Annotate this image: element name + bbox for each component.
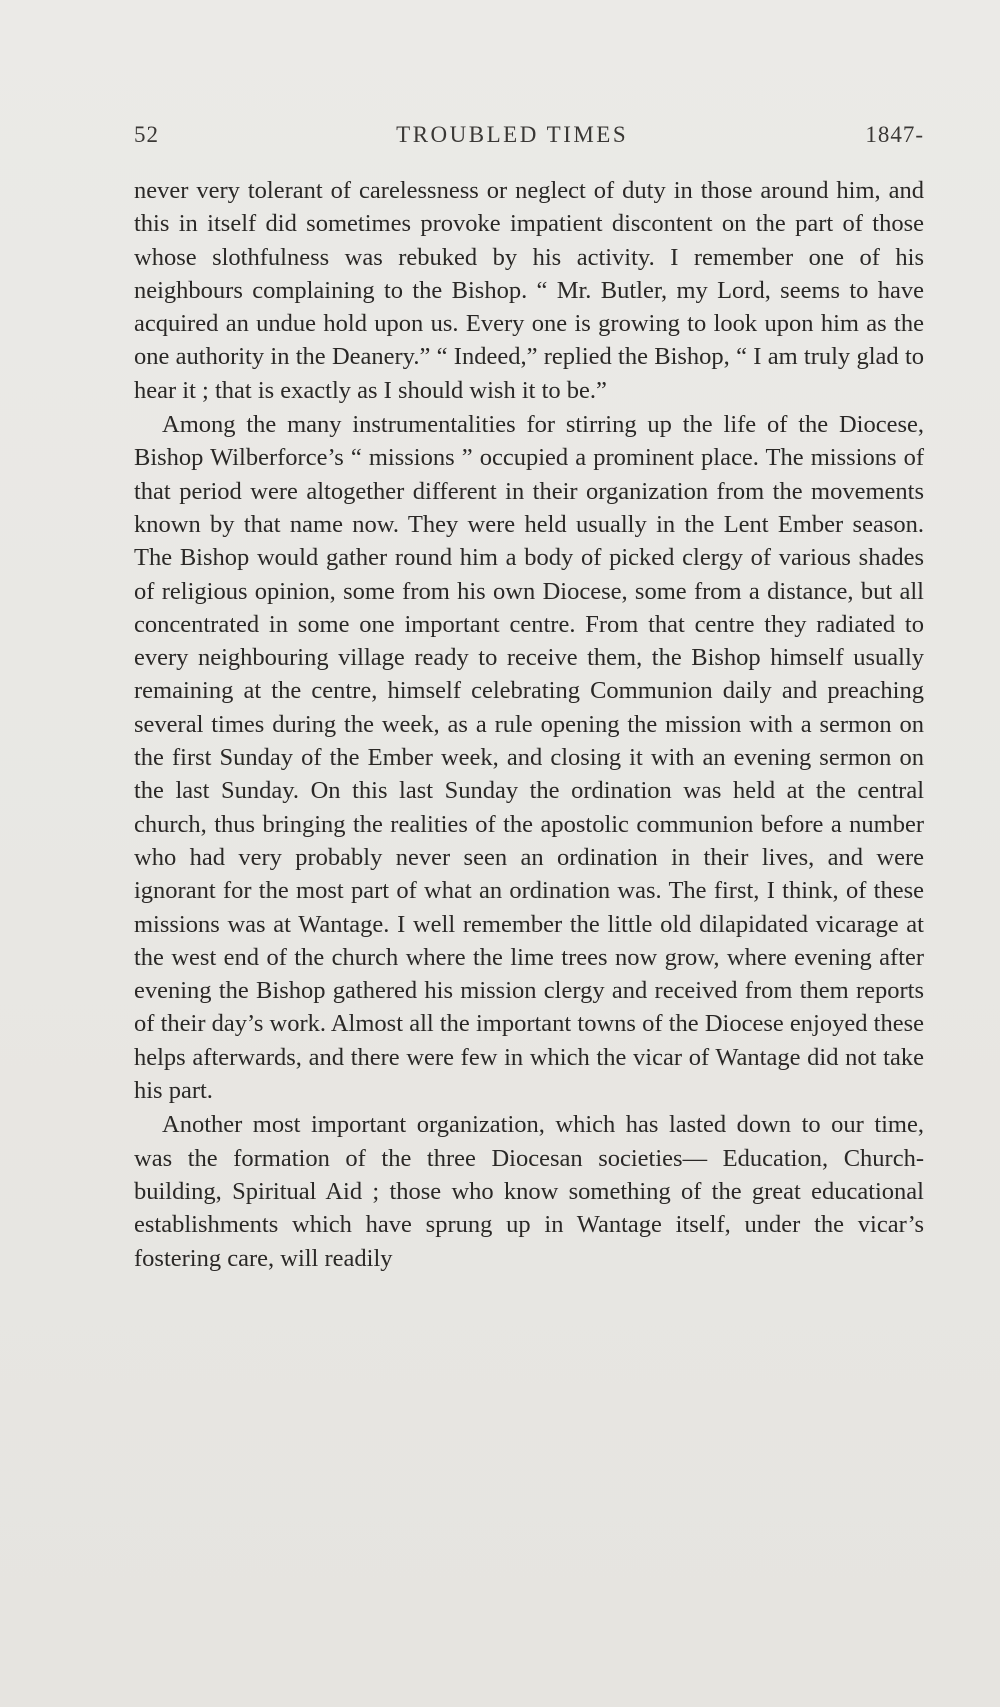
running-head: [134, 122, 924, 148]
body-text: [134, 174, 924, 1275]
paragraph-continued: never very tolerant of carelessness or neglect of duty in those around him, and this in itself did sometimes provoke impatient discontent on the part of those whose slothfulness was rebuked by his activity. I remember one of his neighbours complaining to the Bishop. “ Mr. Butler, my Lord, seems to have acquired an undue hold upon us. Every one is growing to look upon him as the one authority in the Deanery.” “ Indeed,” replied the Bishop, “ I am truly glad to hear it ; that is exactly as I should wish it to be.”: [134, 177, 924, 404]
page-number: 52: [134, 122, 159, 147]
running-title: TROUBLED TIMES: [396, 122, 629, 147]
running-year: 1847-: [865, 122, 924, 147]
paragraph-missions: Among the many instrumentalities for stirring up the life of the Diocese, Bishop Wilberforce’s “ missions ” occupied a prominent place. The missions of that period were altogether different in their organization from the movements known by that name now. They were held usually in the Lent Ember season. The Bishop would gather round him a body of picked clergy of various shades of religious opinion, some from his own Diocese, some from a distance, but all concentrated in some one important centre. From that centre they radiated to every neighbouring village ready to receive them, the Bishop himself usually remaining at the centre, himself celebrating Communion daily and preaching several times during the week, as a rule opening the mission with a sermon on the first Sunday of the Ember week, and closing it with an evening sermon on the last Sunday. On this last Sunday the ordination was held at the central church, thus bringing the realities of the apostolic communion before a number who had very probably never seen an ordination in their lives, and were ignorant for the most part of what an ordination was. The first, I think, of these missions was at Wantage. I well remember the little old dilapidated vicarage at the west end of the church where the lime trees now grow, where evening after evening the Bishop gathered his mission clergy and received from them reports of their day’s work. Almost all the important towns of the Diocese enjoyed these helps afterwards, and there were few in which the vicar of Wantage did not take his part.: [134, 411, 924, 1105]
paragraph-societies: Another most important organization, which has lasted down to our time, was the formation of the three Diocesan societies— Education, Church-building, Spiritual Aid ; those who know something of the great educational establishments which have sprung up in Wantage itself, under the vicar’s fostering care, will readily: [134, 1111, 924, 1272]
